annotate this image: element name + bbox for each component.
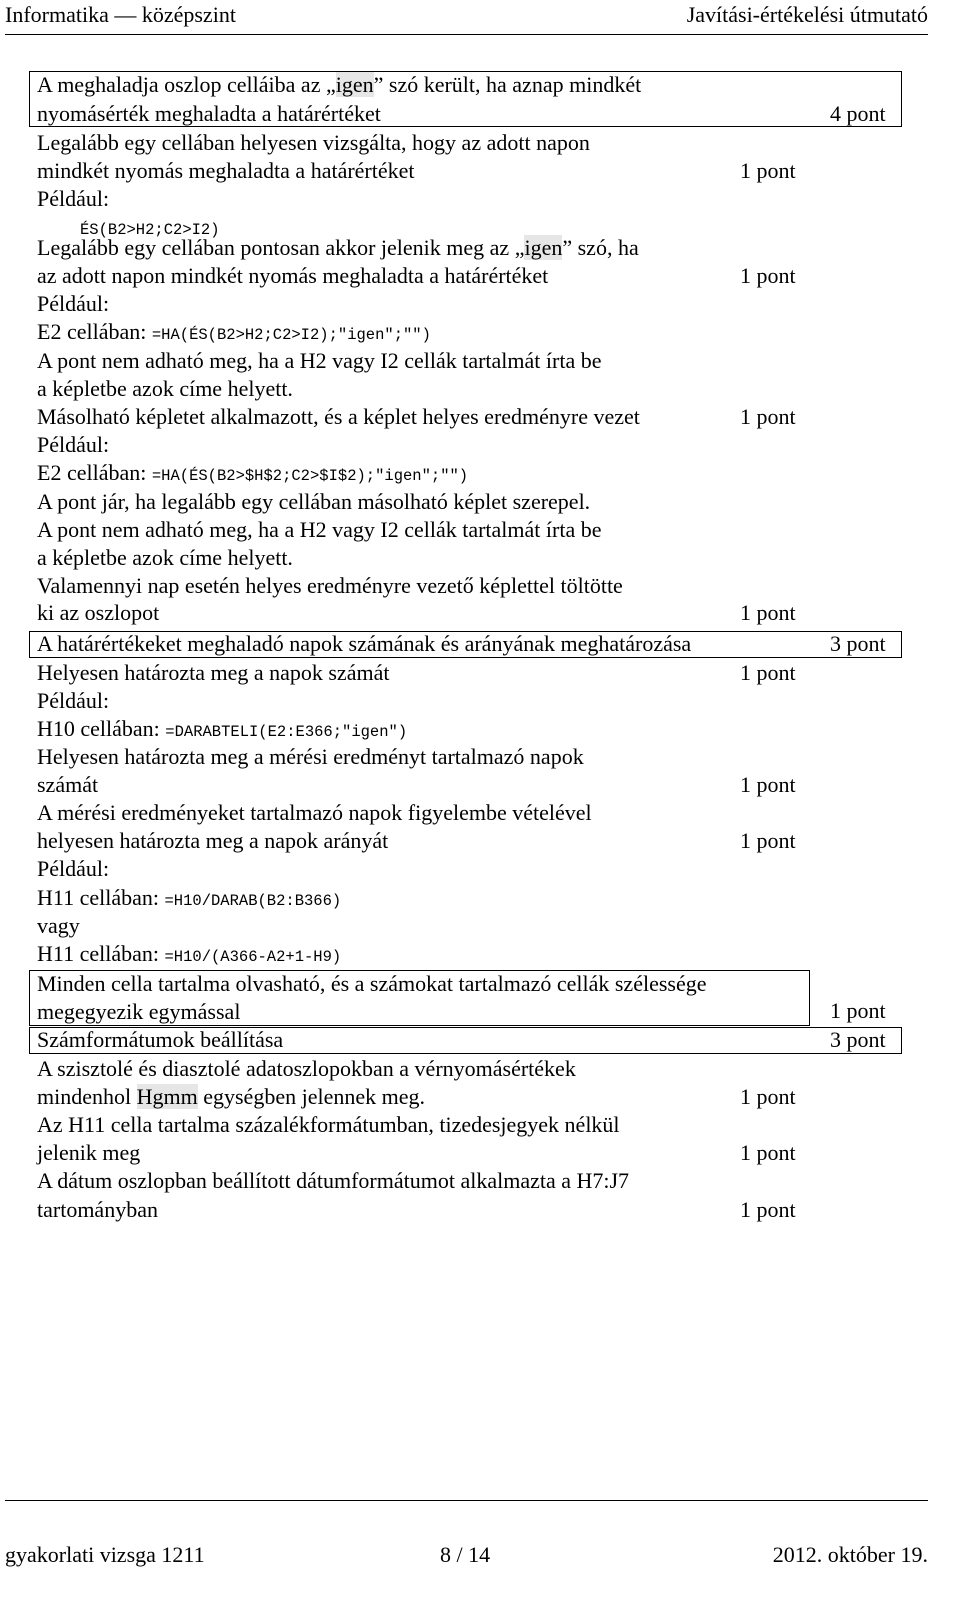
text-line bbox=[37, 262, 548, 290]
points-hgmm: 1 pont bbox=[740, 1084, 796, 1109]
text-run: H11 bbox=[37, 941, 75, 966]
text-run: vagy bbox=[37, 913, 80, 938]
text-run: mindenhol bbox=[37, 1084, 137, 1109]
points-masolhato: 1 pont bbox=[740, 404, 796, 429]
text-run: E2 bbox=[37, 319, 62, 344]
text-line bbox=[37, 630, 691, 658]
text-run: igen bbox=[335, 72, 374, 97]
text-line bbox=[37, 771, 98, 799]
points-oszlop: 1 pont bbox=[740, 600, 796, 625]
text-run: cellák tartalmát írta be bbox=[398, 517, 602, 542]
text-line bbox=[37, 1139, 140, 1167]
text-line bbox=[37, 1167, 629, 1195]
header-rule bbox=[5, 34, 928, 35]
footer-rule bbox=[5, 1500, 928, 1501]
text-line bbox=[37, 884, 341, 912]
text-run: a képletbe azok címe helyett. bbox=[37, 545, 293, 570]
text-run: az adott napon mindkét nyomás meghaladta a határértéket bbox=[37, 263, 549, 288]
text-run: A határértékeket meghaladó napok számának és arányának meghatározása bbox=[37, 631, 692, 656]
text-line bbox=[37, 1196, 158, 1224]
text-run: ” szó, ha bbox=[562, 235, 639, 260]
text-run: Az bbox=[37, 1112, 69, 1137]
text-line bbox=[37, 157, 415, 185]
points-vizsgalat: 1 pont bbox=[740, 158, 796, 183]
text-run: H11 bbox=[68, 1112, 106, 1137]
text-line bbox=[37, 998, 240, 1026]
text-run: Másolható képletet alkalmazott, és a képlet helyes eredményre vezet bbox=[37, 404, 640, 429]
text-run: cellák tartalmát írta be bbox=[398, 348, 602, 373]
text-run: Legalább egy cellában helyesen vizsgálta, hogy az adott napon bbox=[37, 130, 590, 155]
text-line bbox=[37, 940, 341, 968]
text-run: Hgmm bbox=[136, 1084, 198, 1109]
text-line bbox=[37, 375, 293, 403]
formula-text: =H10/(A366-A2+1-H9) bbox=[164, 948, 342, 966]
points-arany: 1 pont bbox=[740, 828, 796, 853]
text-run: cellában: bbox=[74, 716, 166, 741]
text-line bbox=[37, 1111, 620, 1139]
text-run: H2 bbox=[299, 348, 327, 373]
text-run: cellában: bbox=[61, 319, 152, 344]
text-run: helyesen határozta meg a napok arányát bbox=[37, 828, 389, 853]
text-run: nyomásérték meghaladta a határértéket bbox=[37, 101, 381, 126]
text-run: Például: bbox=[37, 688, 110, 713]
text-run: H7:J7 bbox=[576, 1168, 630, 1193]
text-run: jelenik meg bbox=[37, 1140, 141, 1165]
points-olvashato: 1 pont bbox=[830, 998, 886, 1023]
text-run: I2 bbox=[380, 517, 399, 542]
text-run: a képletbe azok címe helyett. bbox=[37, 376, 293, 401]
text-line bbox=[37, 318, 431, 346]
formula-text: ÉS(B2>H2;C2>I2) bbox=[80, 221, 220, 239]
text-line bbox=[37, 1026, 283, 1054]
formula-text: =HA(ÉS(B2>$H$2;C2>$I$2);"igen";"") bbox=[151, 467, 469, 485]
text-run: Például: bbox=[37, 432, 110, 457]
text-line bbox=[37, 715, 407, 743]
page-header bbox=[0, 0, 960, 32]
text-line bbox=[37, 403, 640, 431]
text-run: Helyesen határozta meg a mérési eredményt tartalmazó napok bbox=[37, 744, 584, 769]
text-run: oszlop celláiba az „ bbox=[158, 72, 336, 97]
formula-text: =H10/DARAB(B2:B366) bbox=[164, 892, 342, 910]
text-line bbox=[37, 488, 590, 516]
text-run: cella tartalma százalékformátumban, tizedesjegyek nélkül bbox=[105, 1112, 620, 1137]
text-line bbox=[37, 687, 109, 715]
text-run: ” szó került, ha aznap mindkét bbox=[373, 72, 642, 97]
footer-date: 2012. október 19. bbox=[772, 1542, 928, 1567]
text-run: cellában: bbox=[74, 941, 165, 966]
text-run: Minden cella tartalma olvasható, és a számokat tartalmazó cellák szélessége bbox=[37, 971, 707, 996]
text-run: ki az oszlopot bbox=[37, 600, 160, 625]
points-napok-section: 3 pont bbox=[830, 631, 886, 656]
text-run: Például: bbox=[37, 291, 110, 316]
formula-text: =DARABTELI(E2:E366;"igen") bbox=[165, 723, 408, 741]
text-run: I2 bbox=[380, 348, 399, 373]
text-run: egységben jelennek meg. bbox=[197, 1084, 425, 1109]
text-line bbox=[37, 129, 590, 157]
text-run: H11 bbox=[37, 885, 75, 910]
text-run: oszlopban beállított dátumformátumot alkalmazta a bbox=[112, 1168, 577, 1193]
text-run: E2 bbox=[37, 460, 62, 485]
points-szazalek: 1 pont bbox=[740, 1140, 796, 1165]
text-line bbox=[37, 1083, 425, 1111]
formula-text: =HA(ÉS(B2>H2;C2>I2);"igen";"") bbox=[151, 326, 431, 344]
text-line bbox=[37, 743, 584, 771]
text-run: cellában: bbox=[61, 460, 152, 485]
text-run: mindkét nyomás meghaladta a határértéket bbox=[37, 158, 415, 183]
text-run: Számformátumok beállítása bbox=[37, 1027, 284, 1052]
text-line bbox=[37, 185, 109, 213]
text-run: vagy bbox=[326, 517, 381, 542]
points-igen-megjelenes: 1 pont bbox=[740, 263, 796, 288]
text-run: Valamennyi nap esetén helyes eredményre vezető képlettel töltötte bbox=[37, 573, 623, 598]
text-line bbox=[37, 912, 80, 940]
text-run: A mérési eredményeket tartalmazó napok figyelembe vételével bbox=[37, 800, 592, 825]
text-line bbox=[37, 71, 641, 99]
text-line bbox=[37, 516, 601, 544]
text-run: Helyesen határozta meg a napok számát bbox=[37, 660, 390, 685]
text-line bbox=[37, 855, 109, 883]
text-line bbox=[37, 799, 592, 827]
points-meghaladja: 4 pont bbox=[830, 101, 886, 126]
text-run: dátum bbox=[57, 1168, 113, 1193]
points-datum: 1 pont bbox=[740, 1197, 796, 1222]
text-run: H10 bbox=[37, 716, 75, 741]
text-run: A bbox=[37, 1168, 58, 1193]
text-line bbox=[37, 1055, 576, 1083]
text-run: tartományban bbox=[37, 1197, 158, 1222]
header-guide-title: Javítási-értékelési útmutató bbox=[686, 2, 928, 27]
text-line bbox=[37, 347, 601, 375]
text-line bbox=[37, 599, 159, 627]
text-line bbox=[37, 234, 639, 262]
header-subject: Informatika — középszint bbox=[5, 2, 236, 27]
text-run: A pont nem adható meg, ha a bbox=[37, 517, 300, 542]
text-line bbox=[37, 431, 109, 459]
text-line bbox=[37, 544, 293, 572]
text-run: megegyezik egymással bbox=[37, 999, 241, 1024]
footer-page-number: 8 / 14 bbox=[440, 1542, 491, 1567]
text-run: meghaladja bbox=[57, 72, 159, 97]
text-run: igen bbox=[524, 235, 563, 260]
text-run: cellában: bbox=[74, 885, 165, 910]
text-run: A bbox=[37, 72, 58, 97]
text-line bbox=[37, 572, 623, 600]
text-line bbox=[37, 100, 381, 128]
points-szamformatum: 3 pont bbox=[830, 1027, 886, 1052]
text-run: számát bbox=[37, 772, 99, 797]
text-line bbox=[37, 659, 389, 687]
footer-exam-id: gyakorlati vizsga 1211 bbox=[5, 1542, 205, 1567]
page-footer bbox=[0, 1542, 960, 1572]
text-line bbox=[37, 290, 109, 318]
text-run: A szisztolé és diasztolé adatoszlopokban a vérnyomásértékek bbox=[37, 1056, 576, 1081]
points-meresi-napok: 1 pont bbox=[740, 772, 796, 797]
text-line bbox=[37, 827, 388, 855]
text-run: A pont jár, ha legalább egy cellában másolható képlet szerepel. bbox=[37, 489, 591, 514]
text-run: Legalább egy cellában pontosan akkor jelenik meg az „ bbox=[37, 235, 525, 260]
text-line bbox=[37, 970, 707, 998]
text-run: A pont nem adható meg, ha a bbox=[37, 348, 300, 373]
text-run: vagy bbox=[326, 348, 381, 373]
points-napok-szama: 1 pont bbox=[740, 660, 796, 685]
text-run: Például: bbox=[37, 186, 110, 211]
text-line bbox=[37, 459, 468, 487]
text-run: H2 bbox=[299, 517, 327, 542]
text-run: Például: bbox=[37, 856, 110, 881]
